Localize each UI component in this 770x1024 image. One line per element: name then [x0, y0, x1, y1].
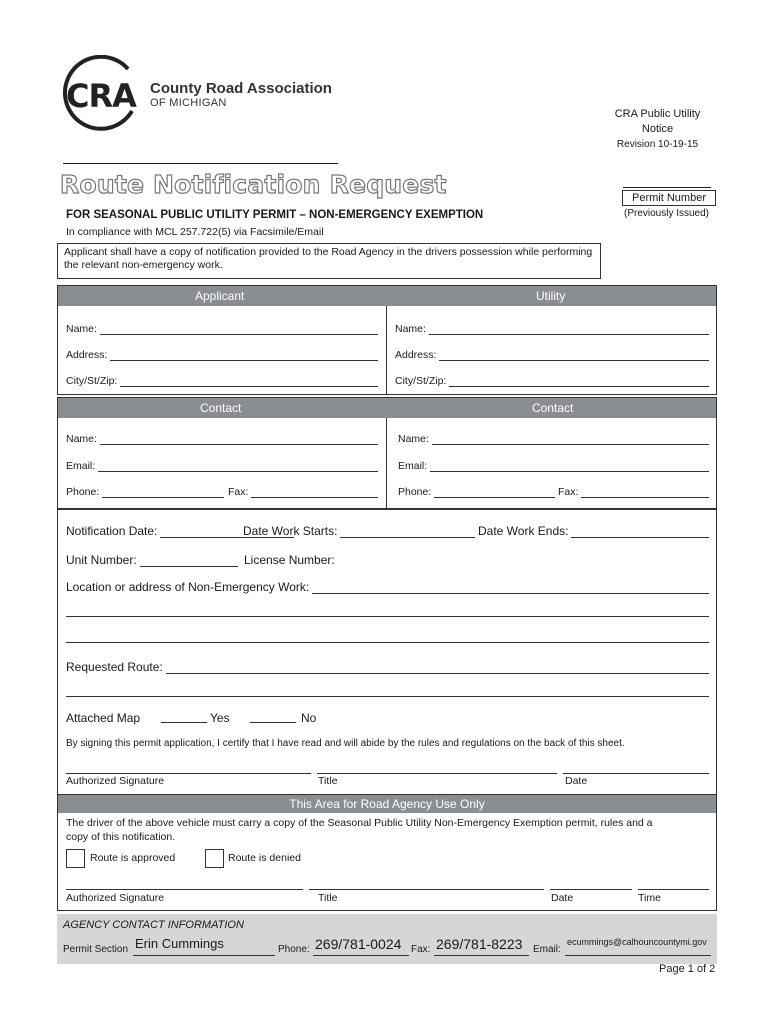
email-label: Email:: [533, 944, 561, 955]
contact-left-phone-field[interactable]: [66, 486, 224, 498]
phone-value[interactable]: 269/781-0024: [315, 936, 402, 952]
label: Name:: [398, 433, 429, 445]
previously-issued: (Previously Issued): [623, 208, 710, 219]
applicant-utility-bar: [58, 286, 716, 306]
label: Date Work Ends:: [478, 524, 569, 538]
notice-block: [600, 107, 715, 152]
phone-label: Phone:: [278, 944, 310, 955]
date-label: Date: [565, 775, 588, 787]
permit-section-label: Permit Section: [63, 944, 129, 955]
subtitle: FOR SEASONAL PUBLIC UTILITY PERMIT – NON-EMERGENCY EXEMPTION: [66, 209, 484, 221]
label: Fax:: [558, 486, 579, 498]
label: Fax:: [228, 486, 249, 498]
agency-contact-heading: AGENCY CONTACT INFORMATION: [63, 919, 244, 931]
fax-label: Fax:: [411, 944, 431, 955]
header-rule: [63, 163, 338, 164]
contact-right-fax-field[interactable]: [558, 486, 709, 498]
agency-date-label: Date: [551, 892, 574, 904]
label: City/St/Zip:: [395, 375, 447, 387]
org-subtitle: OF MICHIGAN: [150, 97, 227, 109]
location-field[interactable]: [66, 580, 709, 594]
revision: Revision 10-19-15: [616, 139, 699, 150]
label: Unit Number:: [66, 553, 137, 567]
label: Name:: [395, 323, 426, 335]
contact-left-name-field[interactable]: [66, 433, 378, 445]
phone-line: [313, 955, 409, 956]
license-number-field[interactable]: [244, 553, 337, 567]
agency-use-bar: [58, 795, 716, 813]
notice-line2: Notice: [641, 123, 674, 135]
route-denied-label: Route is denied: [228, 852, 301, 864]
attached-map-label: Attached Map: [66, 711, 141, 725]
contact-right-name-field[interactable]: [398, 433, 709, 445]
route-approved-label: Route is approved: [90, 852, 176, 864]
agency-use-header: This Area for Road Agency Use Only: [289, 797, 485, 811]
label: Email:: [66, 460, 96, 472]
email-value[interactable]: ecummings@calhouncountymi.gov: [567, 937, 707, 947]
agency-signature-label: Authorized Signature: [66, 892, 165, 904]
contact-header-left: Contact: [200, 401, 242, 415]
logo-letters: CRA: [66, 77, 136, 115]
agency-date-line[interactable]: [550, 889, 632, 890]
route-approved-checkbox[interactable]: [66, 849, 85, 868]
utility-name-field[interactable]: [395, 323, 709, 335]
location-line-3[interactable]: [66, 642, 709, 643]
contact-header-right: Contact: [532, 401, 574, 415]
agency-use-text: The driver of the above vehicle must carry a copy of the Seasonal Public Utility Non-Emergency Exemption permit, rules and a copy of this notification.: [66, 817, 653, 843]
label: Address:: [66, 349, 108, 361]
label: Location or address of Non-Emergency Work:: [66, 580, 310, 594]
label: Name:: [66, 323, 97, 335]
contact-left-email-field[interactable]: [66, 460, 378, 472]
permit-section-value[interactable]: Erin Cummings: [135, 936, 224, 951]
page-title: Route Notification Request: [60, 170, 447, 199]
permit-number-field[interactable]: [623, 187, 711, 188]
permit-section-line: [133, 955, 275, 956]
label: Date Work Starts:: [243, 524, 338, 538]
date-work-starts-field[interactable]: [243, 524, 475, 538]
compliance-text: In compliance with MCL 257.722(5) via Facsimile/Email: [66, 226, 324, 238]
location-line-2[interactable]: [66, 616, 709, 617]
route-line-2[interactable]: [66, 696, 709, 697]
unit-number-field[interactable]: [66, 553, 238, 567]
route-denied-checkbox[interactable]: [205, 849, 224, 868]
contact-section: [57, 397, 717, 509]
label: Email:: [398, 460, 428, 472]
requested-route-field[interactable]: [66, 660, 709, 674]
no-label: No: [301, 711, 317, 725]
label: Phone:: [398, 486, 432, 498]
email-line: [565, 955, 711, 956]
utility-header: Utility: [536, 289, 566, 303]
agency-contact-panel: [57, 914, 717, 964]
agency-use-section: [57, 794, 717, 911]
applicant-city-field[interactable]: [66, 375, 378, 387]
utility-address-field[interactable]: [395, 349, 709, 361]
column-divider: [386, 306, 387, 394]
authorized-signature-label: Authorized Signature: [66, 775, 165, 787]
label: Address:: [395, 349, 437, 361]
title-label: Title: [318, 775, 338, 787]
label: Phone:: [66, 486, 100, 498]
applicant-utility-section: [57, 285, 717, 395]
label: Name:: [66, 433, 97, 445]
contact-right-phone-field[interactable]: [398, 486, 555, 498]
org-name: County Road Association: [150, 80, 332, 97]
agency-time-label: Time: [638, 892, 661, 904]
signature-line[interactable]: [66, 773, 311, 774]
fax-value[interactable]: 269/781-8223: [436, 936, 523, 952]
fax-line: [434, 955, 529, 956]
agency-title-label: Title: [318, 892, 338, 904]
applicant-header: Applicant: [195, 289, 245, 303]
label: Notification Date:: [66, 524, 158, 538]
column-divider: [386, 418, 387, 508]
date-work-ends-field[interactable]: [478, 524, 709, 538]
agency-time-line[interactable]: [638, 889, 709, 890]
attached-map-yes-field[interactable]: [161, 722, 207, 723]
yes-label: Yes: [210, 711, 230, 725]
agency-signature-line[interactable]: [66, 889, 303, 890]
label: Requested Route:: [66, 660, 163, 674]
work-details-section: [57, 510, 717, 796]
applicant-name-field[interactable]: [66, 323, 378, 335]
label: City/St/Zip:: [66, 375, 118, 387]
date-line[interactable]: [563, 773, 709, 774]
contact-right-email-field[interactable]: [398, 460, 709, 472]
contact-bar: [58, 398, 716, 418]
page-number: Page 1 of 2: [659, 963, 716, 975]
applicant-address-field[interactable]: [66, 349, 378, 361]
permit-number-label: Permit Number: [622, 190, 716, 206]
utility-city-field[interactable]: [395, 375, 709, 387]
contact-left-fax-field[interactable]: [228, 486, 378, 498]
title-line[interactable]: [317, 773, 557, 774]
notice-line1: CRA Public Utility: [614, 108, 701, 120]
certify-text: By signing this permit application, I certify that I have read and will abide by the rules and regulations on the back of this sheet.: [66, 738, 625, 749]
agency-title-line[interactable]: [309, 889, 544, 890]
notice-box: Applicant shall have a copy of notification provided to the Road Agency in the drivers possession while performing the relevant non-emergency work.: [57, 243, 601, 279]
attached-map-no-field[interactable]: [250, 722, 296, 723]
label: License Number:: [244, 553, 335, 567]
